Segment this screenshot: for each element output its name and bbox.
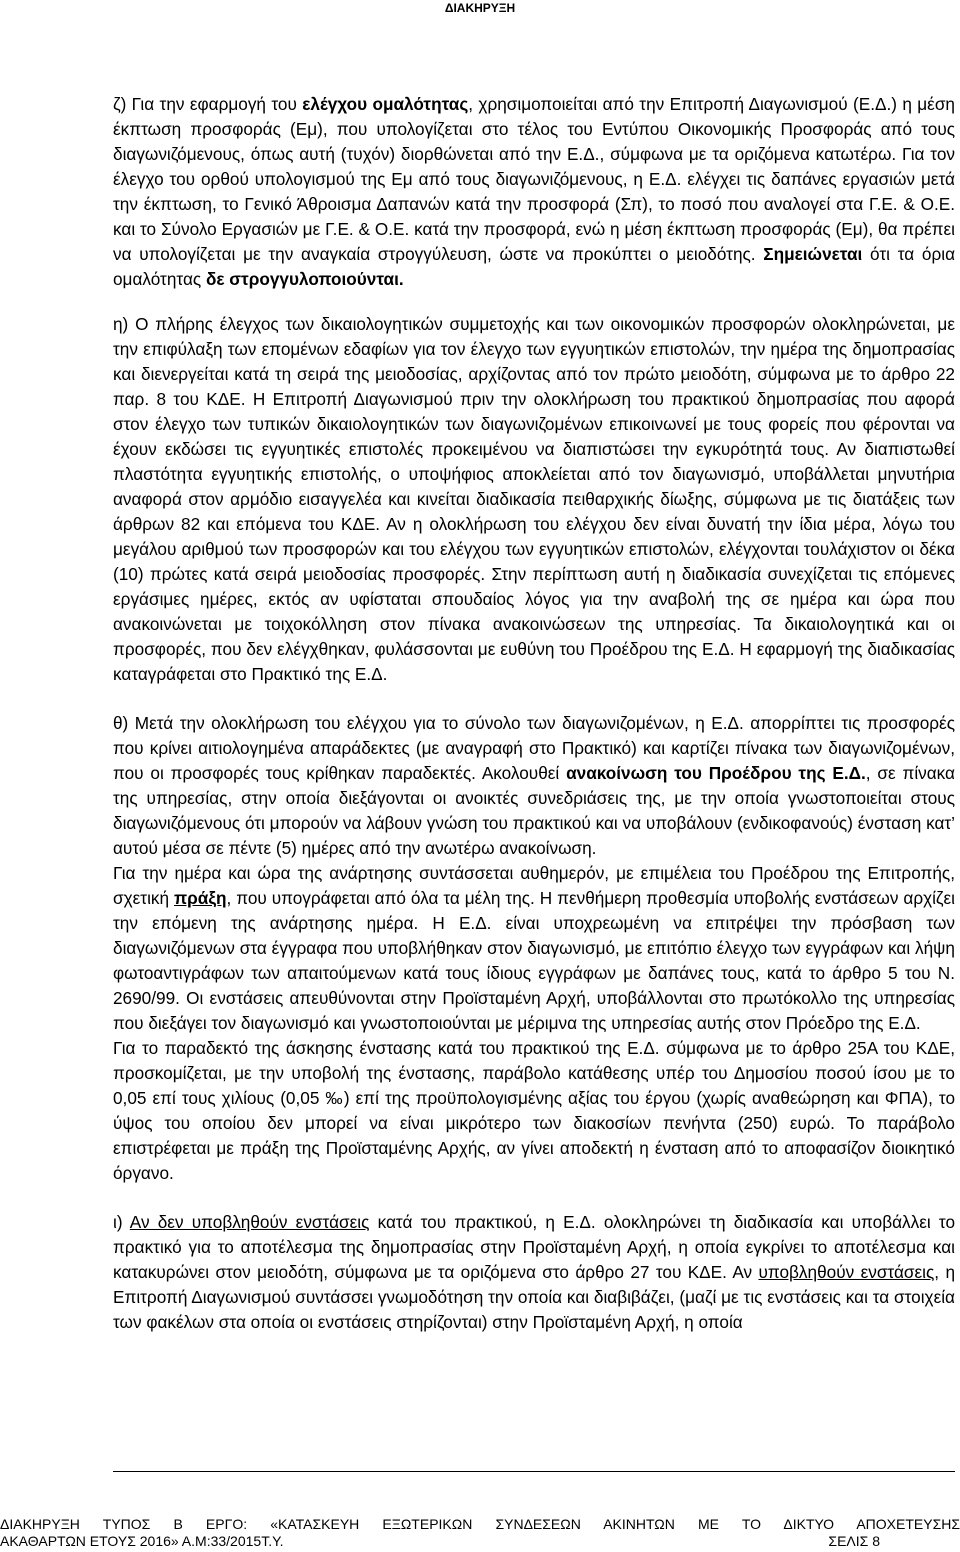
footer-line-2: ΑΚΑΘΑΡΤΩΝ ΕΤΟΥΣ 2016» Α.Μ:33/2015Τ.Υ. — [0, 1533, 284, 1549]
paragraph-announcement-date — [113, 861, 955, 1036]
paragraph-z-text-3: ότι τα όρια ομαλότητας — [113, 244, 956, 289]
paragraph-th-bold: ανακοίνωση του Προέδρου της Ε.Δ. — [566, 763, 866, 783]
header-title: ΔΙΑΚΗΡΥΞΗ — [444, 1, 516, 15]
paragraph-i-underlined-1: Αν δεν υποβληθούν ενστάσεις — [129, 1212, 370, 1232]
paragraph-th-text-2: , σε πίνακα της υπηρεσίας, στην οποία διεξάγονται οι ανοικτές συνεδριάσεις της, με την οποία γνωστοποιείται στους διαγωνιζόμενους ότι μπορούν να λάβουν γνώση του πρακτικού και να υποβάλουν (ενδικοφανούς) ένσταση κατ’ αυτού μέσα σε πέντε (5) ημέρες από την ανωτέρω ανακοίνωση. — [113, 763, 955, 858]
paragraph-h — [113, 312, 955, 687]
paragraph-z-text-2: , χρησιμοποιείται από την Επιτροπή Διαγωνισμού (Ε.Δ.) η μέση έκπτωση προσφοράς (Εμ), που υπολογίζεται στο τέλος του Εντύπου Οικονομικής Προσφοράς από τους διαγωνιζόμενους, όπως αυτή (τυχόν) διορθώνεται από την Ε.Δ., σύμφωνα με τα οριζόμενα κατωτέρω. Για τον έλεγχο του ορθού υπολογισμού της Εμ από τους διαγωνιζόμενους, η Ε.Δ. ελέγχει τις δαπάνες εργασιών μετά την έκπτωση, το Γενικό Άθροισμα Δαπανών κατά την προσφορά (Σπ), το ποσό που αναλογεί στα Γ.Ε. & Ο.Ε. και το Σύνολο Εργασιών με Γ.Ε. & Ο.Ε. κατά την προσφορά, ενώ η μέση έκπτωση προσφοράς (Εμ), θα πρέπει να υπολογίζεται με την αναγκαία στρογγύλευση, ώστε να προκύπτει ο μειοδότης. — [113, 94, 955, 264]
footer-divider — [113, 1471, 955, 1472]
paragraph-date-text-1: Για την ημέρα και ώρα της ανάρτησης συντάσσεται αυθημερόν, με επιμέλεια του Προέδρου της Επιτροπής, σχετική — [113, 863, 955, 908]
paragraph-fee — [113, 1036, 955, 1186]
paragraph-z-bold-2: Σημειώνεται — [763, 244, 863, 264]
paragraph-i-text-3: , η Επιτροπή Διαγωνισμού συντάσσει γνωμοδότηση την οποία και διαβιβάζει, (μαζί με τις ενστάσεις και τα στοιχεία των φακέλων στα οποία οι ενστάσεις στηρίζονται) στην Προϊσταμένη Αρχή, η οποία — [113, 1262, 956, 1332]
document-header — [0, 0, 960, 16]
footer-line-1: ΔΙΑΚΗΡΥΞΗ ΤΥΠΟΣ Β ΕΡΓΟ: «ΚΑΤΑΣΚΕΥΗ ΕΞΩΤΕΡΙΚΩΝ ΣΥΝΔΕΣΕΩΝ ΑΚΙΝΗΤΩΝ ΜΕ ΤΟ ΔΙΚΤΥΟ ΑΠΟΧΕΤΕΥΣΗΣ — [0, 1516, 960, 1532]
paragraph-z — [113, 92, 955, 292]
paragraph-th — [113, 711, 955, 861]
paragraph-i-text-2: κατά του πρακτικού, η Ε.Δ. ολοκληρώνει τη διαδικασία και υποβάλλει το πρακτικό για το αποτέλεσμα της δημοπρασίας στην Προϊσταμένη Αρχή, η οποία εγκρίνει το αποτέλεσμα και κατακυρώνει στον μειοδότη, σύμφωνα με τα οριζόμενα στο άρθρο 27 του ΚΔΕ. Αν — [113, 1212, 956, 1282]
paragraph-i — [113, 1210, 955, 1335]
paragraph-z-bold-3: δε στρογγυλοποιούνται. — [205, 269, 404, 289]
paragraph-h-text: η) Ο πλήρης έλεγχος των δικαιολογητικών συμμετοχής και των οικονομικών προσφορών ολοκληρώνεται, με την επιφύλαξη των επομένων εδαφίων για τον έλεγχο των εγγυητικών επιστολών, την ημέρα της δημοπρασίας και διενεργείται κατά τη σειρά της μειοδοσίας, αρχίζοντας από τον πρώτο μειοδότη, σύμφωνα με το άρθρο 22 παρ. 8 του ΚΔΕ. Η Επιτροπή Διαγωνισμού πριν την ολοκλήρωση του πρακτικού δημοπρασίας που αφορά στον έλεγχο των τυπικών δικαιολογητικών των διαγωνιζομένων επικοινωνεί με τους φορείς που φέρονται να έχουν εκδώσει τις εγγυητικές επιστολές προκειμένου να διαπιστώσει την εγκυρότητά τους. Αν διαπιστωθεί πλαστότητα εγγυητικής επιστολής, ο υποψήφιος αποκλείεται από τον διαγωνισμό, υποβάλλεται μηνυτήρια αναφορά στον αρμόδιο εισαγγελέα και κινείται διαδικασία πειθαρχικής δίωξης, σύμφωνα με τις διατάξεις των άρθρων 82 και επόμενα του ΚΔΕ. Αν η ολοκλήρωση του ελέγχου δεν είναι δυνατή την ίδια μέρα, λόγω του μεγάλου αριθμού των προσφορών και του ελέγχου των εγγυητικών επιστολών, ελέγχονται τουλάχιστον οι δέκα (10) πρώτες κατά σειρά μειοδοσίας προσφορές. Στην περίπτωση αυτή η διαδικασία συνεχίζεται τις επόμενες εργάσιμες ημέρες, εκτός αν υφίσταται σπουδαίος λόγος για την αναβολή της σε ημέρα και ώρα που ανακοινώνεται με τοιχοκόλληση στον πίνακα ανακοινώσεων της υπηρεσίας. Τα δικαιολογητικά και οι προσφορές, που δεν ελέγχθηκαν, φυλάσσονται με ευθύνη του Προέδρου της Ε.Δ. Η εφαρμογή της διαδικασίας καταγράφεται στο Πρακτικό της Ε.Δ. — [113, 314, 955, 684]
paragraph-date-text-2: , που υπογράφεται από όλα τα μέλη της. Η πενθήμερη προθεσμία υποβολής ενστάσεων αρχίζει την επόμενη της ανάρτησης ημέρα. Η Ε.Δ. είναι υποχρεωμένη να επιτρέψει την πρόσβαση των διαγωνιζόμενων στα έγγραφα που υποβλήθηκαν στον διαγωνισμό, με επιτόπιο έλεγχο των εγγράφων και λήψη φωτοαντιγράφων των απαιτούμενων κατά τους ίδιους εγγράφων με δαπάνες τους, κατά το άρθρο 5 του Ν. 2690/99. Οι ενστάσεις απευθύνονται στην Προϊσταμένη Αρχή, υποβάλλονται στο πρωτόκολλο της υπηρεσίας που διεξάγει τον διαγωνισμό και γνωστοποιούνται με μέριμνα της υπηρεσίας αυτής στον Πρόεδρο της Ε.Δ. — [113, 888, 955, 1033]
paragraph-z-bold-1: ελέγχου ομαλότητας — [302, 94, 469, 114]
page-number: ΣΕΛΙΣ 8 — [828, 1533, 880, 1549]
paragraph-date-bold-underlined: πράξη — [173, 888, 227, 908]
paragraph-z-text-1: ζ) Για την εφαρμογή του — [113, 94, 303, 114]
paragraph-i-underlined-2: υποβληθούν ενστάσεις — [758, 1262, 935, 1282]
paragraph-fee-text: Για το παραδεκτό της άσκησης ένστασης κατά του πρακτικού της Ε.Δ. σύμφωνα με το άρθρο 25Α του ΚΔΕ, προσκομίζεται, με την υποβολή της ένστασης, παράβολο κατάθεσης υπέρ του Δημοσίου ποσού ίσου με το 0,05 επί τους χιλίους (0,05 ‰) επί της προϋπολογισμένης αξίας του έργου (χωρίς αναθεώρηση και ΦΠΑ), το ύψος του οποίου δεν μπορεί να είναι μικρότερο των διακοσίων πενήντα (250) ευρώ. Το παράβολο επιστρέφεται με πράξη της Προϊσταμένης Αρχής, αν γίνει αποδεκτή η ένσταση από το αποφασίζον διοικητικό όργανο. — [113, 1038, 955, 1183]
document-body — [113, 92, 955, 1335]
paragraph-i-text-1: ι) — [113, 1212, 130, 1232]
paragraph-th-text-1: θ) Μετά την ολοκλήρωση του ελέγχου για το σύνολο των διαγωνιζομένων, η Ε.Δ. απορρίπτει τις προσφορές που κρίνει αιτιολογημένα απαράδεκτες (με αναγραφή στο Πρακτικό) και καρτίζει πίνακα των διαγωνιζομένων, που οι προσφορές τους κρίθηκαν παραδεκτές. Ακολουθεί — [113, 713, 955, 783]
